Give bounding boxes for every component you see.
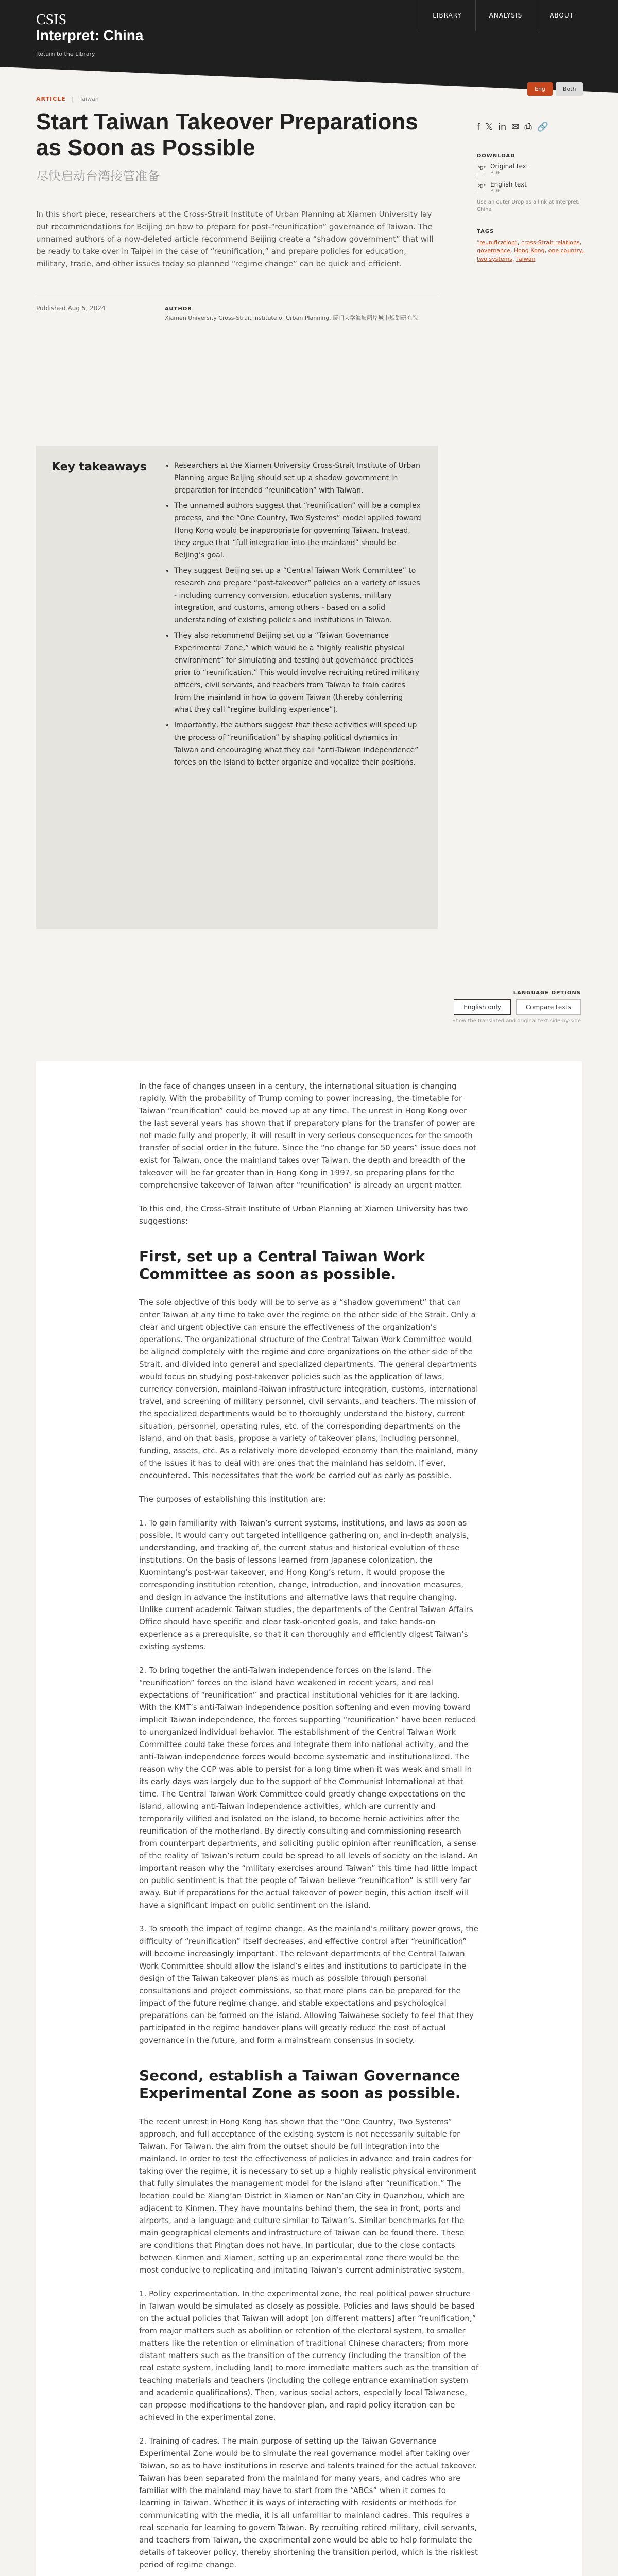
paragraph: 2. Training of cadres. The main purpose of setting up the Taiwan Governance Experimental Zone would be to simulate the real governance model after taking over Taiwan, so as to have institutions in reserve and talents trained for the actual takeover. Taiwan has been separated from the mainland for many years, and cadres who are familiar with the mainland may have to start from the “ABCs” when it comes to learning in Taiwan. Whether it is ways of interacting with residents or methods for communicating with the media, it is all unfamiliar to mainland cadres. This requires a real scenario for learning to govern Taiwan. By recruiting retired military, civil servants, and teachers from Taiwan, the experimental zone would be able to help formulate the details of takeover policy, thereby shortening the transition period, which is the riskiest period of regime change. — [139, 2436, 478, 2569]
download-note: Use an outer Drop as a link at Interpret: China — [477, 199, 580, 212]
tag-link[interactable]: cross-Strait relations — [521, 239, 580, 246]
paragraph: To this end, the Cross-Strait Institute of Urban Planning at Xiamen University has two suggestions: — [139, 1204, 468, 1226]
published-date: Published Aug 5, 2024 — [36, 304, 106, 312]
email-icon[interactable]: ✉ — [511, 122, 520, 132]
english-only-button[interactable]: English only — [454, 999, 511, 1015]
nav-analysis[interactable]: ANALYSIS — [475, 0, 536, 31]
key-takeaways-heading: Key takeaways — [52, 461, 147, 473]
article-sidebar — [477, 122, 590, 263]
print-icon[interactable]: ⎙ — [524, 122, 532, 132]
key-takeaways-list — [165, 460, 421, 772]
author-label: AUTHOR — [165, 306, 192, 312]
author-name[interactable]: Xiamen University Cross-Strait Institute of Urban Planning, 厦门大学海峡两岸城市规划研究院 — [165, 315, 418, 321]
download-english-type: PDF — [490, 188, 501, 194]
article-summary: In this short piece, researchers at the Cross-Strait Institute of Urban Planning at Xiamen University lay out recommendations for Beijing on how to prepare for post-“reunification” governance of Taiwan. The unnamed authors of a now-deleted article recommend Beijing create a “shadow government” that will be ready to take over in Taipei in the case of “reunification,” and prepare policies for education, military, trade, and other issues today so planned “regime change” can be quick and efficient. — [36, 210, 434, 268]
language-options-label: LANGUAGE OPTIONS — [513, 990, 581, 996]
english-button[interactable]: Eng — [527, 82, 553, 96]
publication-row — [36, 293, 438, 321]
language-options-note: Show the translated and original text side-by-side — [452, 1018, 581, 1024]
nav-library[interactable]: LIBRARY — [419, 0, 475, 31]
article-section[interactable]: Taiwan — [79, 96, 99, 103]
tag-link[interactable]: governance — [477, 247, 510, 254]
key-takeaways-box — [36, 446, 438, 929]
link-icon[interactable]: 🔗 — [537, 122, 549, 132]
download-original-type: PDF — [490, 170, 501, 176]
tags-label: TAGS — [477, 229, 494, 234]
language-options-buttons — [454, 999, 581, 1015]
paragraph: 1. To gain familiarity with Taiwan’s current systems, institutions, and laws as soon as possible. It would carry out targeted intelligence gathering on, and in-depth analysis, understanding, and tracking of, the current status and historical evolution of these institutions. On the basis of lessons learned from Japanese colonization, the Kuomintang’s post-war takeover, and Hong Kong’s return, it would propose the corresponding institution retention, change, introduction, and innovation measures, and design in advance the institutions and alternative laws that require changing. Unlike current academic Taiwan studies, the departments of the Central Taiwan Affairs Office should have specific and clear task-oriented goals, and take hands-on experience as a prerequisite, so that it can thoroughly and efficiently digest Taiwan’s existing systems. — [139, 1518, 473, 1651]
download-english-label: English text — [490, 181, 527, 188]
takeaway-item: • The unnamed authors suggest that “reunification” will be a complex process, and the “One Country, Two Systems” model applied toward Hong Kong would be inappropriate for governing Taiwan. Instead, they argue that “full integration into the mainland” should be Beijing’s goal. — [174, 500, 421, 562]
tag-link[interactable]: “reunification” — [477, 239, 518, 246]
linkedin-icon[interactable]: in — [497, 122, 507, 132]
takeaway-item: • They suggest Beijing set up a “Central Taiwan Work Committee” to research and prepare “post-takeover” policies on a variety of issues - including currency conversion, education systems, military integration, and customs, among others - based on a solid understanding of existing policies and institutions in Taiwan. — [174, 565, 421, 626]
section-heading: First, set up a Central Taiwan Work Committee as soon as possible. — [139, 1248, 425, 1282]
paragraph: The sole objective of this body will be to serve as a “shadow government” that can enter Taiwan at any time to take over the regime on the other side of the Strait. Only a clear and urgent objective can ensure the effectiveness of the organization’s operations. The organizational structure of the Central Taiwan Work Committee would be aligned completely with the regime and core organizations on the other side of the Strait, and divided into general and specialized departments. The general departments would focus on studying post-takeover policies such as the application of laws, currency conversion, mainland-Taiwan infrastructure integration, customs, international travel, and screening of military personnel, civil servants, and teachers. The mission of the specialized departments would be to thoroughly understand the history, current situation, personnel, operating rules, etc. of the corresponding departments on the island, and on that basis, propose a variety of takeover plans, including personnel, funding, assets, etc. As a relatively more developed economy than the mainland, many of the issues it has to deal with are ones that the mainland has seldom, if ever, encountered. This necessitates that the work be carried out as early as possible. — [139, 1298, 478, 1480]
main-nav — [419, 0, 587, 31]
facebook-icon[interactable]: f — [477, 122, 480, 132]
logo-prefix: CSIS — [36, 12, 67, 28]
article-meta — [36, 96, 99, 103]
site-logo[interactable] — [36, 12, 143, 44]
twitter-icon[interactable]: 𝕏 — [485, 122, 493, 132]
pdf-icon: PDF — [477, 181, 486, 192]
tag-list: “reunification”, cross-Strait relations, governance, Hong Kong, one country, two systems, Taiwan — [477, 239, 585, 262]
download-original[interactable] — [477, 163, 590, 176]
logo-title: Interpret: China — [36, 27, 144, 43]
article-body — [36, 1061, 582, 2576]
both-button[interactable]: Both — [556, 82, 583, 96]
page-title: Start Taiwan Takeover Preparations as Soon as Possible — [36, 109, 418, 160]
meta-separator: | — [72, 96, 74, 103]
download-label: DOWNLOAD — [477, 153, 516, 159]
tag-link[interactable]: Taiwan — [516, 256, 536, 262]
article-label: ARTICLE — [36, 96, 66, 103]
language-options — [0, 948, 618, 1061]
takeaway-item: • Importantly, the authors suggest that these activities will speed up the process of “reunification” by shaping political dynamics in Taiwan and encouraging what they call “anti-Taiwan independence” forces on the island to better organize and vocalize their positions. — [174, 719, 421, 769]
share-icons — [477, 122, 590, 132]
author-block — [165, 304, 433, 323]
language-toggle — [527, 82, 583, 96]
compare-texts-button[interactable]: Compare texts — [516, 999, 581, 1015]
takeaway-item: • They also recommend Beijing set up a “Taiwan Governance Experimental Zone,” which would be a “highly realistic physical environment” for simulating and testing out governance practices prior to “reunification.” This would involve recruiting retired military officers, civil servants, and teachers from Taiwan to train cadres from the mainland in how to govern Taiwan (thereby conferring what they call “regime building experience”). — [174, 630, 421, 716]
tag-link[interactable]: one country, two systems — [477, 247, 585, 262]
paragraph: 1. Policy experimentation. In the experimental zone, the real political power structure in Taiwan would be simulated as closely as possible. Policies and laws should be based on the actual policies that Taiwan will adopt [on different matters] after “reunification,” from major matters such as abolition or retention of the electoral system, to smaller matters like the retention or elimination of traditional Chinese characters; from more distant matters such as the transition of the currency (including the transition of the real estate system, including land) to more immediate matters such as the transition of teaching materials and teachers (including the college entrance examination system and academic qualifications). Then, various social actors, especially local Taiwanese, can propose modifications to the handover plan, and rapid policy iteration can be achieved in the experimental zone. — [139, 2289, 479, 2422]
tag-link[interactable]: Hong Kong — [513, 247, 545, 254]
paragraph: In the face of changes unseen in a century, the international situation is changing rapidly. With the probability of Trump coming to power increasing, the timetable for Taiwan “reunification” could be moved up at any time. The unrest in Hong Kong over the last several years has shown that if preparatory plans for the transfer of power are not made fully and properly, it will result in very serious consequences for the smooth transfer of social order in the future. Since the “no change for 50 years” issue does not exist for Taiwan, once the mainland takes over Taiwan, the depth and breadth of the takeover will be far greater than in Hong Kong in 1997, so preparing plans for the comprehensive takeover of Taiwan after “reunification” is already an urgent matter. — [139, 1081, 476, 1190]
paragraph: The recent unrest in Hong Kong has shown that the “One Country, Two Systems” approach, and full acceptance of the existing system is not necessarily suitable for Taiwan. For Taiwan, the aim from the outset should be full integration into the mainland. In order to test the effectiveness of policies in advance and train cadres for taking over the regime, it is necessary to set up a highly realistic physical environment that fully simulates the management model for the island after “reunification.” The location could be Xiang’an District in Xiamen or Nan’an City in Quanzhou, which are adjacent to Kinmen. They have mountains behind them, the sea in front, ports and airports, and a language and culture similar to Taiwan’s. Similar benchmarks for the main geographical elements and infrastructure of Taiwan can be found there. These are conditions that Pingtan does not have. In particular, due to the close contacts between Kinmen and Xiamen, setting up an experimental zone there would be the most conducive to replicating and imitating Taiwan’s current administrative system. — [139, 2117, 476, 2275]
download-english[interactable] — [477, 181, 590, 194]
section-heading: Second, establish a Taiwan Governance Experimental Zone as soon as possible. — [139, 2067, 461, 2102]
back-to-library-link[interactable]: Return to the Library — [36, 50, 95, 57]
paragraph: 3. To smooth the impact of regime change. As the mainland’s military power grows, the difficulty of “reunification” itself decreases, and effective control after “reunification” will become increasingly important. The relevant departments of the Central Taiwan Work Committee should allow the island’s elites and institutions to participate in the design of the Taiwan takeover plans as much as possible through personal consultations and project commissions, so that more plans can be prepared for the impact of the future regime change, and stable expectations and psychological preparations can be formed on the island. Allowing Taiwanese society to feel that they participated in the regime handover plans will greatly reduce the cost of actual governance in the future, and form a mainstream consensus in society. — [139, 1924, 479, 2045]
download-original-label: Original text — [490, 163, 529, 170]
takeaway-item: • Researchers at the Xiamen University Cross-Strait Institute of Urban Planning argue Beijing should set up a shadow government in preparation for intended “reunification” with Taiwan. — [174, 460, 421, 497]
pdf-icon: PDF — [477, 163, 486, 174]
site-header — [0, 0, 618, 67]
page-title-chinese: 尽快启动台湾接管准备 — [36, 169, 160, 183]
paragraph: The purposes of establishing this institution are: — [139, 1495, 326, 1504]
paragraph: 2. To bring together the anti-Taiwan independence forces on the island. The “reunification” forces on the island have weakened in recent years, and real expectations of “reunification” and practical institutional vehicles for it are lacking. With the KMT’s anti-Taiwan independence position softening and even moving toward implicit Taiwan independence, the forces supporting “reunification” have been reduced to unorganized individual behavior. The establishment of the Central Taiwan Work Committee could take these forces and integrate them into national activity, and the anti-Taiwan independence forces would become systematic and institutionalized. The reason why the CCP was able to persist for a long time when it was weak and small in its early days was largely due to the support of the Communist International at that time. The Central Taiwan Work Committee could greatly change expectations on the island, allowing anti-Taiwan independence activities, which are currently and temporarily vilified and isolated on the island, to become heroic activities after the reunification of the motherland. By directly consulting and commissioning research from counterpart departments, and soliciting public opinion after reunification, a sense of the reality of Taiwan’s return could be spread to all levels of society on the island. An important reason why the “military exercises around Taiwan” this time had little impact on public sentiment is that the people of Taiwan believe “reunification” is still very far away. But if preparations for the actual takeover of power begin, this action itself will have a significant impact on public sentiment on the island. — [139, 1666, 478, 1910]
nav-about[interactable]: ABOUT — [536, 0, 587, 31]
article-text-column — [139, 1080, 479, 2576]
